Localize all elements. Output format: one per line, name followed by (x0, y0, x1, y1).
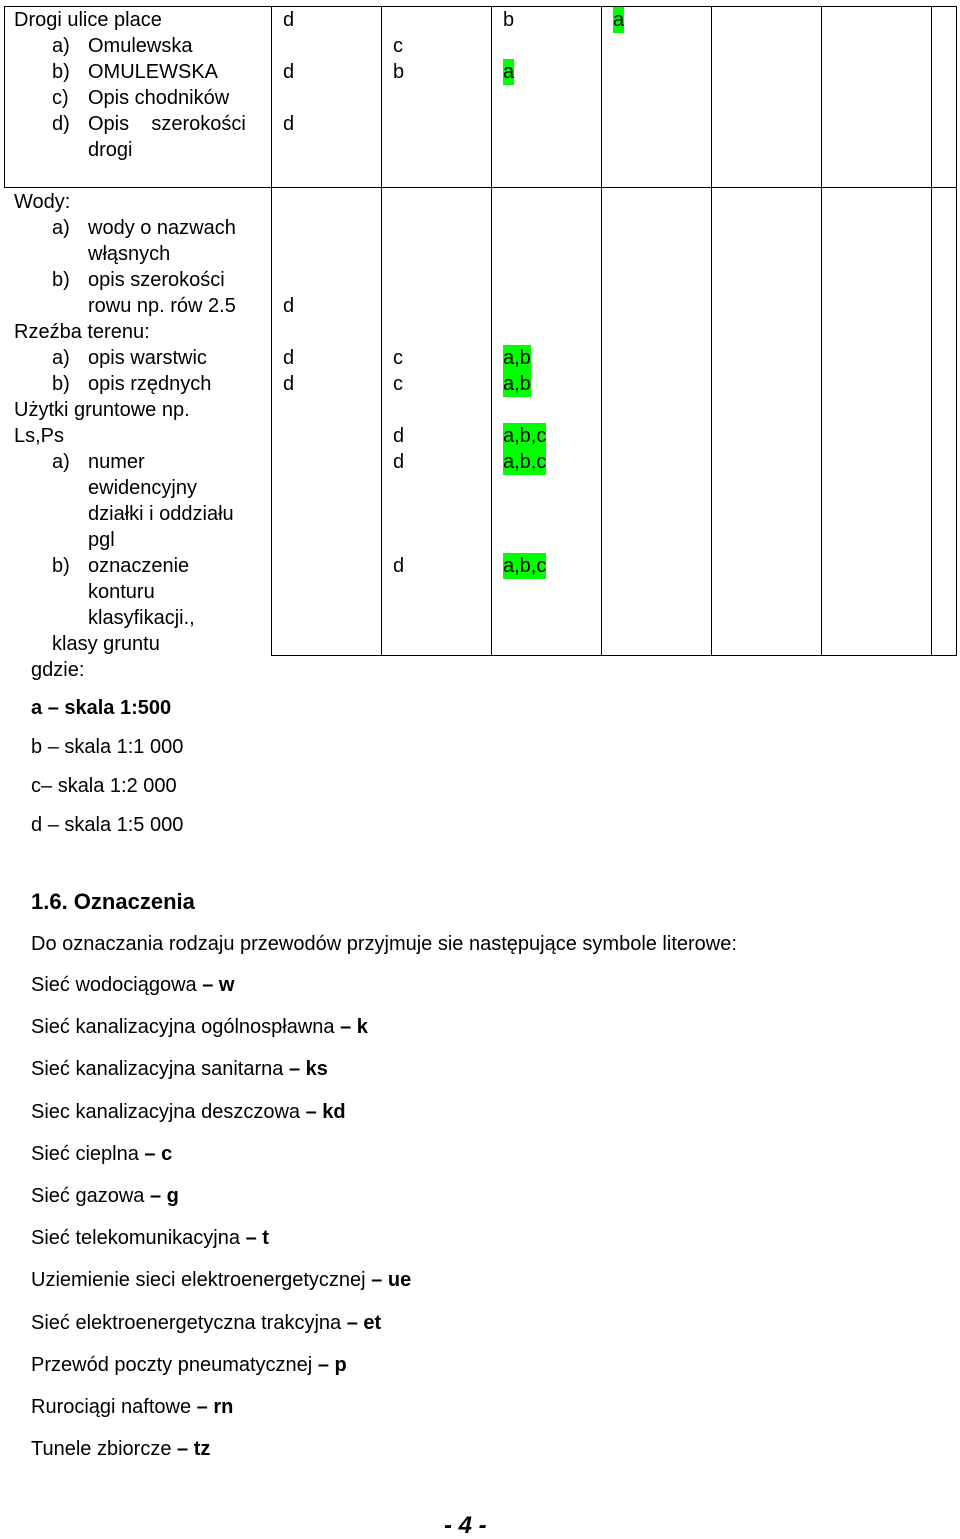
section-heading: 1.6. Oznaczenia (31, 889, 195, 914)
scale-cell: d (283, 347, 295, 369)
row-title: Ls,Ps (14, 425, 65, 447)
section-intro: Do oznaczania rodzaju przewodów przyjmuje sie następujące symbole literowe: (31, 933, 737, 955)
legend-item (31, 812, 183, 838)
scale-cell: d (283, 9, 295, 31)
item-text: ewidencyjny (88, 477, 197, 499)
symbol-label: Sieć cieplna (31, 1143, 139, 1165)
table-col-line-6 (821, 6, 822, 656)
symbol-dash: – (371, 1269, 383, 1291)
symbol-code: rn (213, 1396, 234, 1418)
table-col-line-2 (381, 6, 382, 656)
table-col-line-8 (956, 6, 957, 656)
legend-text: skala 1:2 000 (57, 775, 177, 797)
symbol-code: t (262, 1227, 269, 1249)
symbol-label: Rurociągi naftowe (31, 1396, 192, 1418)
page-number: - 4 - (444, 1512, 487, 1539)
scale-cell: b (503, 9, 515, 31)
symbol-code: ks (305, 1058, 328, 1080)
legend-dash: – (41, 775, 53, 797)
symbol-dash: – (340, 1016, 352, 1038)
symbol-code: ue (387, 1269, 412, 1291)
table-col-line-5 (711, 6, 712, 656)
item-marker: a) (52, 35, 70, 57)
scale-cell-highlighted: a,b,c (503, 451, 547, 473)
symbol-dash: – (196, 1396, 208, 1418)
symbol-dash: – (317, 1354, 329, 1376)
item-marker: a) (52, 347, 70, 369)
symbol-label: Uziemienie sieci elektroenergetycznej (31, 1269, 366, 1291)
item-text: klasy gruntu (52, 633, 160, 655)
symbol-row (31, 1310, 381, 1336)
item-marker: d) (52, 113, 70, 135)
symbol-row (31, 1352, 347, 1378)
symbol-row (31, 1056, 328, 1082)
symbol-label: Sieć kanalizacyjna ogólnospławna (31, 1016, 335, 1038)
scale-cell: d (283, 61, 295, 83)
row-title: Użytki gruntowe np. (14, 399, 190, 421)
scale-cell-highlighted: a,b,c (503, 555, 547, 577)
table-border-bottom (271, 655, 957, 656)
scale-cell-highlighted: a (613, 9, 625, 31)
symbol-dash: – (177, 1438, 189, 1460)
scale-cell: c (393, 373, 403, 395)
legend-key: a (31, 697, 43, 719)
table-row-divider-1 (4, 187, 957, 188)
item-text: klasyfikacji., (88, 607, 195, 629)
scale-cell-highlighted: a,b,c (503, 425, 547, 447)
item-marker: b) (52, 61, 70, 83)
symbol-code: kd (322, 1101, 346, 1123)
symbol-label: Sieć elektroenergetyczna trakcyjna (31, 1312, 342, 1334)
scale-cell: d (393, 555, 405, 577)
scale-cell: d (283, 113, 295, 135)
scale-cell: c (393, 347, 403, 369)
symbol-row (31, 1099, 346, 1125)
legend-dash: – (47, 736, 59, 758)
row-title: Drogi ulice place (14, 9, 162, 31)
symbol-label: Przewód poczty pneumatycznej (31, 1354, 313, 1376)
table-col-line-4 (601, 6, 602, 656)
table-col-line-0 (4, 6, 5, 188)
item-text: rowu np. rów 2.5 (88, 295, 236, 317)
item-text: włąsnych (88, 243, 171, 265)
item-text: konturu (88, 581, 155, 603)
symbol-label: Sieć gazowa (31, 1185, 145, 1207)
symbol-dash: – (144, 1143, 156, 1165)
legend-dash: – (47, 814, 59, 836)
symbol-dash: – (245, 1227, 257, 1249)
symbol-label: Sieć kanalizacyjna sanitarna (31, 1058, 284, 1080)
symbol-code: tz (193, 1438, 211, 1460)
scale-cell: b (393, 61, 405, 83)
symbol-code: p (334, 1354, 347, 1376)
item-text: oznaczenie (88, 555, 190, 577)
symbol-code: w (218, 974, 235, 996)
legend-key: b (31, 736, 43, 758)
symbol-label: Siec kanalizacyjna deszczowa (31, 1101, 301, 1123)
item-marker: b) (52, 269, 70, 291)
item-text: pgl (88, 529, 115, 551)
symbol-dash: – (202, 974, 214, 996)
symbol-dash: – (346, 1312, 358, 1334)
item-text: Opis szerokości (88, 113, 246, 135)
scale-cell-highlighted: a,b (503, 347, 531, 369)
symbol-row (31, 1267, 411, 1293)
item-marker: b) (52, 373, 70, 395)
legend-dash: – (47, 697, 59, 719)
scale-cell: c (393, 35, 403, 57)
item-text: OMULEWSKA (88, 61, 219, 83)
symbol-row (31, 972, 234, 998)
legend-text: skala 1:500 (64, 697, 172, 719)
row-title: Rzeźba terenu: (14, 321, 150, 343)
symbol-code: c (161, 1143, 173, 1165)
table-col-line-1 (271, 6, 272, 656)
symbol-label: Sieć telekomunikacyjna (31, 1227, 240, 1249)
item-marker: a) (52, 217, 70, 239)
item-text: działki i oddziału (88, 503, 234, 525)
scale-cell: d (283, 373, 295, 395)
scale-cell: d (393, 451, 405, 473)
scale-cell-highlighted: a,b (503, 373, 531, 395)
legend-item (31, 695, 171, 721)
symbol-row (31, 1225, 269, 1251)
symbol-row (31, 1141, 172, 1167)
symbol-dash: – (305, 1101, 317, 1123)
symbol-dash: – (288, 1058, 301, 1080)
legend-item (31, 734, 183, 760)
item-text: Opis chodników (88, 87, 230, 109)
symbol-label: Tunele zbiorcze (31, 1438, 172, 1460)
legend-key: c (31, 775, 41, 797)
legend-intro: gdzie: (31, 659, 85, 681)
item-marker: b) (52, 555, 70, 577)
scale-cell: d (283, 295, 295, 317)
symbol-row (31, 1183, 179, 1209)
legend-text: skala 1:5 000 (64, 814, 184, 836)
legend-item (31, 773, 177, 799)
legend-key: d (31, 814, 43, 836)
symbol-row (31, 1394, 233, 1420)
symbol-label: Sieć wodociągowa (31, 974, 197, 996)
scale-cell: d (393, 425, 405, 447)
row-title: Wody: (14, 191, 71, 213)
symbol-code: et (363, 1312, 382, 1334)
scale-cell-highlighted: a (503, 61, 515, 83)
symbol-dash: – (149, 1185, 162, 1207)
item-marker: c) (52, 87, 69, 109)
symbol-code: g (166, 1185, 179, 1207)
item-marker: a) (52, 451, 70, 473)
item-text: numer (88, 451, 145, 473)
symbol-code: k (356, 1016, 368, 1038)
item-text: opis szerokości (88, 269, 225, 291)
symbol-row (31, 1436, 210, 1462)
legend-text: skala 1:1 000 (64, 736, 184, 758)
item-text: opis warstwic (88, 347, 207, 369)
item-text: wody o nazwach (88, 217, 236, 239)
item-text: drogi (88, 139, 133, 161)
table-col-line-3 (491, 6, 492, 656)
item-text: opis rzędnych (88, 373, 212, 395)
table-col-line-7 (931, 6, 932, 656)
symbol-row (31, 1014, 368, 1040)
item-text: Omulewska (88, 35, 193, 57)
